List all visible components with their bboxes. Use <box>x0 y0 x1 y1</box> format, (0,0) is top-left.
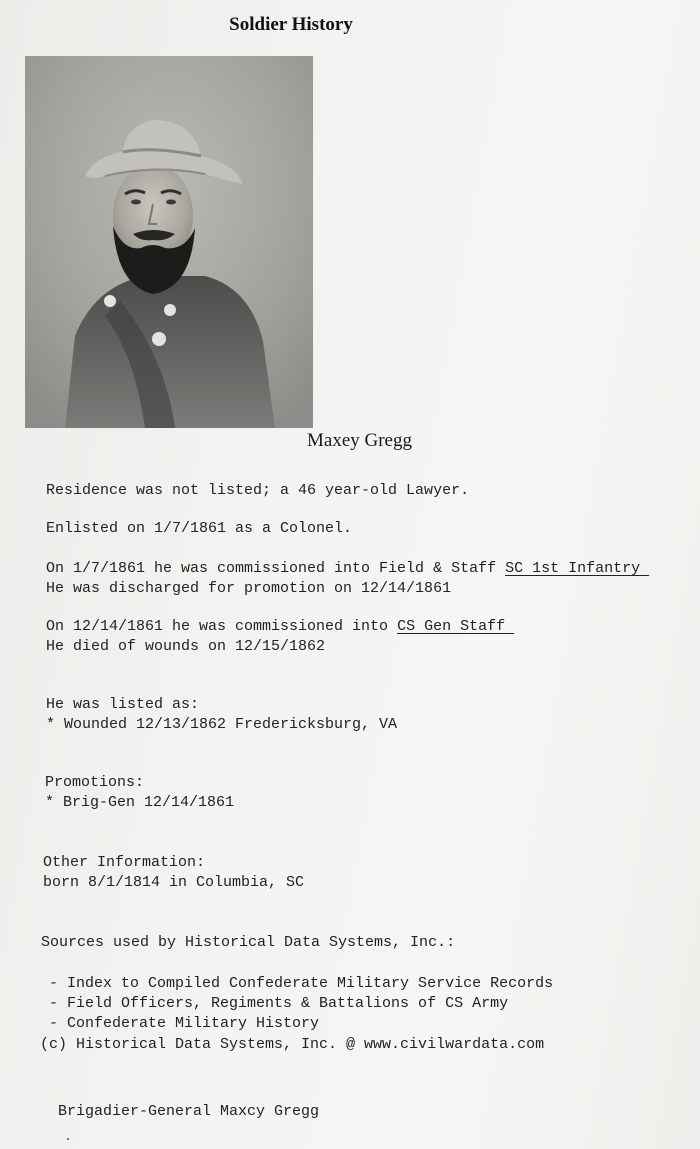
residence-line: Residence was not listed; a 46 year-old Lawyer. <box>46 482 470 499</box>
promotions-item: * Brig-Gen 12/14/1861 <box>45 794 235 811</box>
sources-heading: Sources used by Historical Data Systems, Inc.: <box>41 934 456 951</box>
listed-heading: He was listed as: <box>46 696 200 713</box>
discharge-line: He was discharged for promotion on 12/14/1861 <box>46 580 452 597</box>
commission-2-prefix: On 12/14/1861 he was commissioned into <box>46 618 398 635</box>
portrait-caption: Maxey Gregg <box>307 430 412 451</box>
portrait-photo-icon <box>25 56 313 428</box>
footer-name: Brigadier-General Maxcy Gregg <box>58 1103 320 1120</box>
commission-1-unit: SC 1st Infantry <box>505 560 650 577</box>
other-info-heading: Other Information: <box>43 854 206 871</box>
copyright-line: (c) Historical Data Systems, Inc. @ www.civilwardata.com <box>40 1036 545 1053</box>
promotions-heading: Promotions: <box>45 774 145 791</box>
commission-2-unit: CS Gen Staff <box>397 618 515 635</box>
source-item: - Field Officers, Regiments & Battalions of CS Army <box>40 995 509 1012</box>
portrait-photo <box>25 56 313 428</box>
source-item: - Confederate Military History <box>40 1015 320 1032</box>
enlisted-line: Enlisted on 1/7/1861 as a Colonel. <box>46 520 353 537</box>
commission-line-2 <box>46 617 514 637</box>
source-item: - Index to Compiled Confederate Military Service Records <box>40 975 554 992</box>
other-info-text: born 8/1/1814 in Columbia, SC <box>43 874 305 891</box>
listed-item: * Wounded 12/13/1862 Fredericksburg, VA <box>46 716 398 733</box>
commission-1-prefix: On 1/7/1861 he was commissioned into Field & Staff <box>46 560 506 577</box>
paper-speck <box>67 1138 69 1140</box>
page-title: Soldier History <box>229 14 353 35</box>
death-line: He died of wounds on 12/15/1862 <box>46 638 326 655</box>
commission-line-1 <box>46 559 649 579</box>
